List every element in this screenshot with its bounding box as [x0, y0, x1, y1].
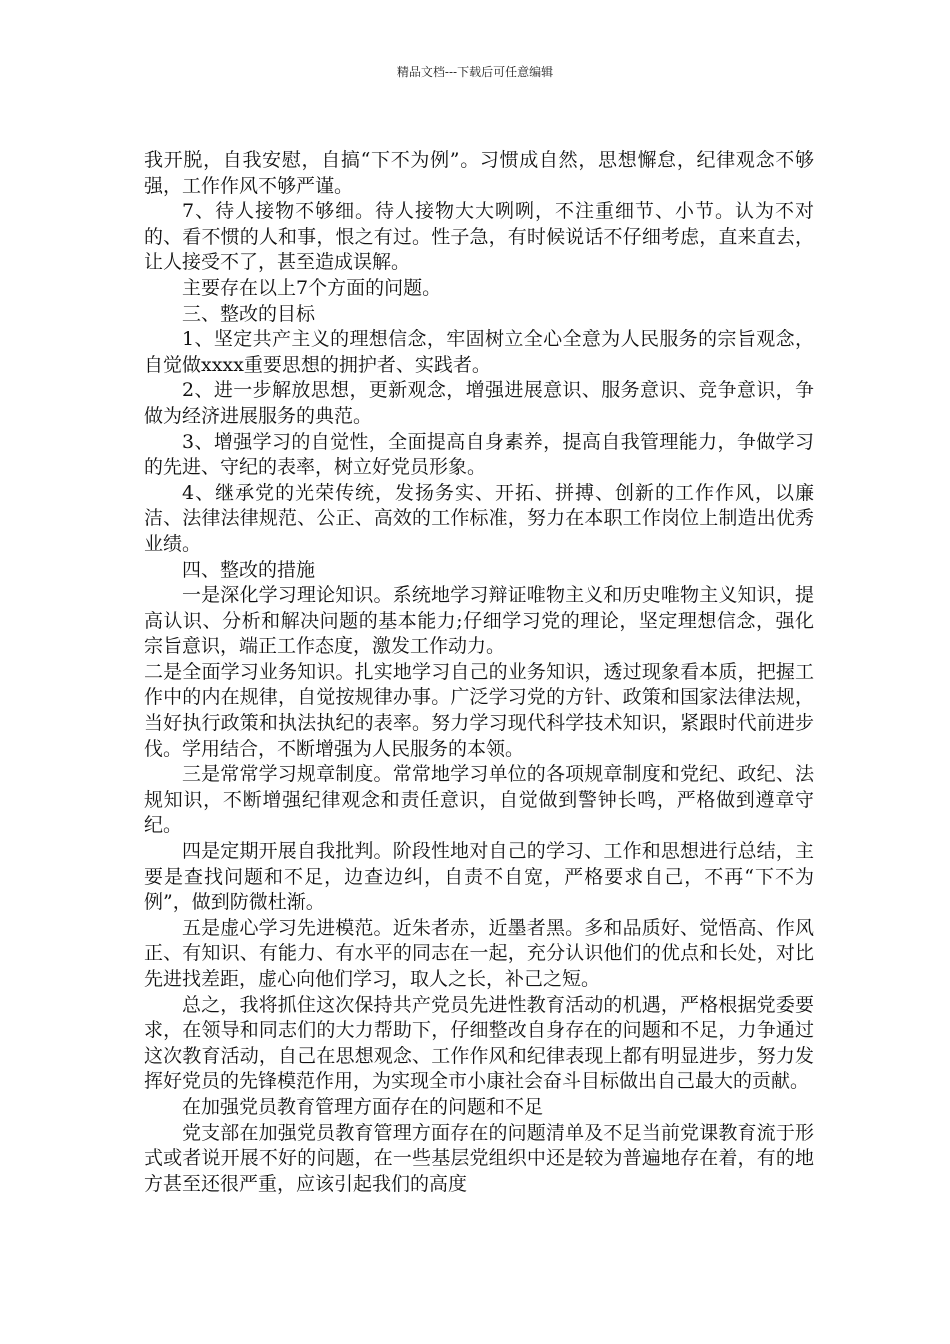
- paragraph-measure-1: 一是深化学习理论知识。系统地学习辩证唯物主义和历史唯物主义知识，提高认识、分析和解决问题的基本能力;仔细学习党的理论，坚定理想信念，强化宗旨意识，端正工作态度，激发工作动力。: [144, 584, 814, 658]
- paragraph-continuation: 我开脱，自我安慰，自搞“下不为例”。习惯成自然，思想懈怠，纪律观念不够强，工作作风不够严谨。: [144, 149, 814, 197]
- section-heading-goals: 三、整改的目标: [182, 302, 316, 325]
- paragraph-goal-4: 4、继承党的光荣传统，发扬务实、开拓、拼搏、创新的工作作风，以廉洁、法律法律规范、公正、高效的工作标准，努力在本职工作岗位上制造出优秀业绩。: [144, 481, 814, 555]
- paragraph-summary: 主要存在以上7个方面的问题。: [182, 276, 442, 299]
- paragraph-problems-intro: 党支部在加强党员教育管理方面存在的问题清单及不足当前党课教育流于形式或者说开展不好的问题，在一些基层党组织中还是较为普遍地存在着，有的地方甚至还很严重，应该引起我们的高度: [144, 1121, 814, 1195]
- paragraph-measure-4: 四是定期开展自我批判。阶段性地对自己的学习、工作和思想进行总结，主要是查找问题和不足，边查边纠，自责不自宽，严格要求自己，不再“下不为例”，做到防微杜渐。: [144, 840, 814, 914]
- paragraph-conclusion: 总之，我将抓住这次保持共产党员先进性教育活动的机遇，严格根据党委要求，在领导和同志们的大力帮助下，仔细整改自身存在的问题和不足，力争通过这次教育活动，自己在思想观念、工作作风和纪律表现上都有明显进步，努力发挥好党员的先锋模范作用，为实现全市小康社会奋斗目标做出自己最大的贡献。: [144, 993, 814, 1093]
- document-body: [144, 148, 814, 1197]
- paragraph-goal-1: 1、坚定共产主义的理想信念，牢固树立全心全意为人民服务的宗旨观念，自觉做xxxx重要思想的拥护者、实践者。: [144, 328, 814, 376]
- section-title-problems: 在加强党员教育管理方面存在的问题和不足: [182, 1095, 544, 1118]
- paragraph-item-7: 7、待人接物不够细。待人接物大大咧咧，不注重细节、小节。认为不对的、看不惯的人和事，恨之有过。性子急，有时候说话不仔细考虑，直来直去，让人接受不了，甚至造成误解。: [144, 200, 814, 274]
- paragraph-measure-5: 五是虚心学习先进模范。近朱者赤，近墨者黑。多和品质好、觉悟高、作风正、有知识、有能力、有水平的同志在一起，充分认识他们的优点和长处，对比先进找差距，虚心向他们学习，取人之长，补己之短。: [144, 916, 814, 990]
- paragraph-measure-3: 三是常常学习规章制度。常常地学习单位的各项规章制度和党纪、政纪、法规知识，不断增强纪律观念和责任意识，自觉做到警钟长鸣，严格做到遵章守纪。: [144, 763, 814, 837]
- page-header: 精品文档---下载后可任意编辑: [396, 65, 554, 79]
- paragraph-measure-2: 二是全面学习业务知识。扎实地学习自己的业务知识，透过现象看本质，把握工作中的内在规律，自觉按规律办事。广泛学习党的方针、政策和国家法律法规，当好执行政策和执法执纪的表率。努力学习现代科学技术知识，紧跟时代前进步伐。学用结合，不断增强为人民服务的本领。: [144, 660, 814, 760]
- section-heading-measures: 四、整改的措施: [182, 558, 316, 581]
- paragraph-goal-2: 2、进一步解放思想，更新观念，增强进展意识、服务意识、竞争意识，争做为经济进展服务的典范。: [144, 379, 814, 427]
- paragraph-goal-3: 3、增强学习的自觉性，全面提高自身素养，提高自我管理能力，争做学习的先进、守纪的表率，树立好党员形象。: [144, 430, 814, 479]
